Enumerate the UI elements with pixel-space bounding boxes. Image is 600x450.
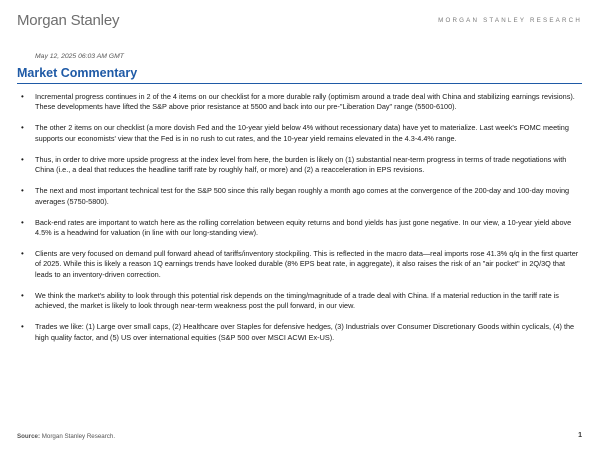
source-text: Morgan Stanley Research. <box>41 433 116 440</box>
bullet-item: • Clients are very focused on demand pull forward ahead of tariffs/inventory stockpiling. This is reflected in the macro data—real imports rose 41.3% q/q in the first quarter of 2025. While this is likely a reason 1Q earnings trends have looked durable (8% EPS beat rate, in aggregate), it also raises the risk of an "air pocket" in 2Q/3Q that leads to an inventory-driven correction. <box>19 249 579 280</box>
bullet-item: • Trades we like: (1) Large over small caps, (2) Healthcare over Staples for defensive hedges, (3) Industrials over Consumer Discretionary Goods within cyclicals, (4) the high quality factor, and (5) US over international equities (S&P 500 over MSCI ACWI Ex-US). <box>19 322 579 343</box>
bullet-item: • Back-end rates are important to watch here as the rolling correlation between equity returns and bond yields has just gone negative. In our view, a 10-year yield above 4.5% is a headwind for valuation (in line with our long-standing view). <box>19 218 579 239</box>
title-divider <box>17 83 582 84</box>
page-title: Market Commentary <box>17 66 138 80</box>
source-label: Source: <box>17 433 41 440</box>
source-note <box>17 433 115 440</box>
bullet-item: • We think the market's ability to look through this potential risk depends on the timing/magnitude of a trade deal with China. If a material reduction in the tariff rate is achieved, the market is likely to look through near-term weakness post the pull forward, in our view. <box>19 291 579 312</box>
morgan-stanley-logo: Morgan Stanley <box>17 12 120 29</box>
bullet-item: • The other 2 items on our checklist (a more dovish Fed and the 10-year yield below 4% without recessionary data) have yet to materialize. Last week's FOMC meeting supports our economists' view that the Fed is in no rush to cut rates, and the 10-year yield remains elevated in the 4.3-4.4% range. <box>19 123 579 144</box>
publish-date: May 12, 2025 06:03 AM GMT <box>35 53 124 60</box>
commentary-bullet-list <box>19 92 579 354</box>
bullet-item: • Thus, in order to drive more upside progress at the index level from here, the burden is likely on (1) substantial near-term progress in terms of trade negotiations with China (i.e., a deal that reduces the headline tariff rate by roughly half, or more) and (2) a reacceleration in EPS revisions. <box>19 155 579 176</box>
bullet-item: • The next and most important technical test for the S&P 500 since this rally began roughly a month ago comes at the convergence of the 200-day and 100-day moving averages (5750-5800). <box>19 186 579 207</box>
bullet-item: • Incremental progress continues in 2 of the 4 items on our checklist for a more durable rally (optimism around a trade deal with China and stabilizing earnings revisions). These developments have lifted the S&P above prior resistance at 5500 and back into our pre-"Liberation Day" range (5500-6100). <box>19 92 579 113</box>
research-label: MORGAN STANLEY RESEARCH <box>438 17 582 24</box>
page-header <box>0 0 600 40</box>
page-number: 1 <box>578 432 582 439</box>
